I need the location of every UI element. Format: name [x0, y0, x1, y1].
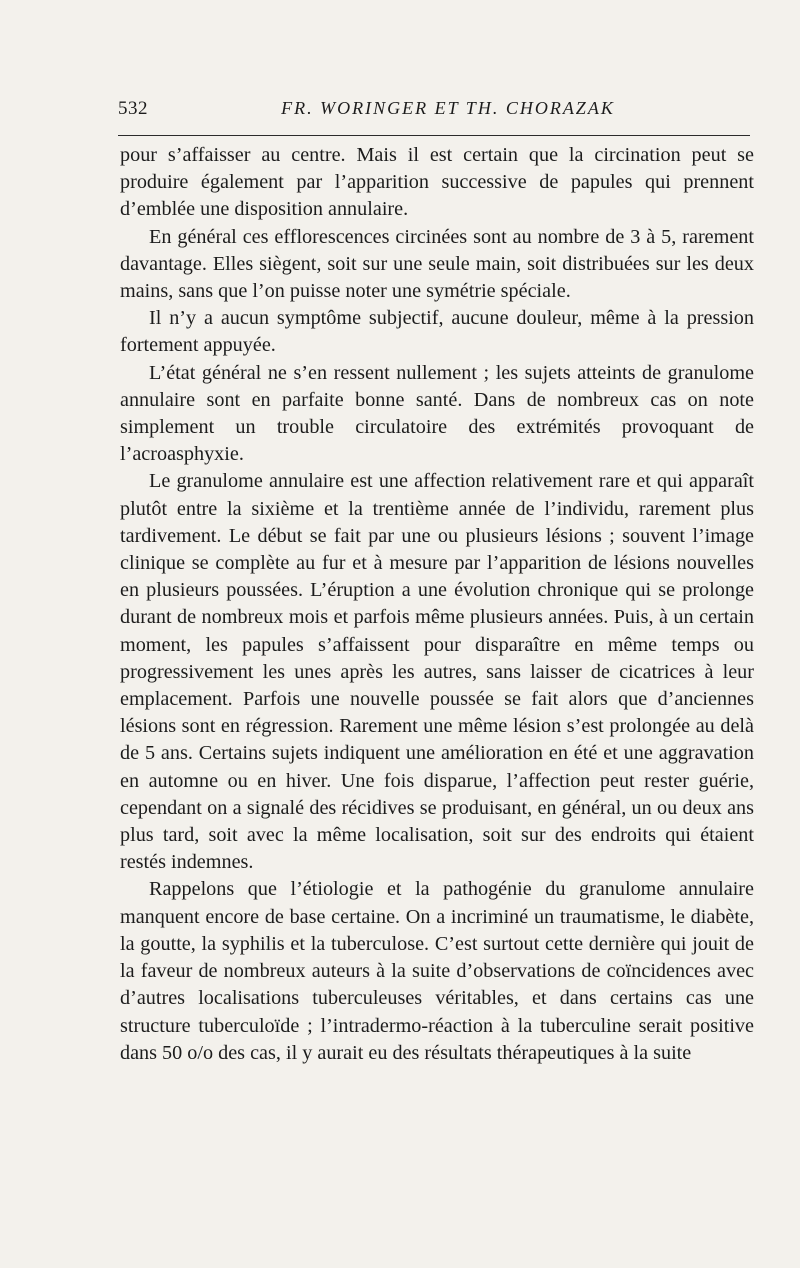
paragraph: En général ces efflorescences circinées sont au nombre de 3 à 5, rarement davantage. Elles siègent, soit sur une seule main, soit distribuées sur les deux mains, sans que l’on puisse noter une symétrie spéciale.: [120, 225, 754, 303]
running-head: FR. WORINGER ET TH. CHORAZAK: [281, 98, 615, 118]
paragraph: Le granulome annulaire est une affection relativement rare et qui apparaît plutôt entre la sixième et la trentième année de l’individu, rarement plus tardivement. Le début se fait par une ou plusieurs lésions ; souvent l’image clinique se complète au fur et à mesure par l’apparition de lésions nouvelles en plusieurs poussées. L’éruption a une évolution chronique qui se prolonge durant de nombreux mois et parfois même plusieurs années. Puis, à un certain moment, les papules s’affaissent pour disparaître en même temps ou progressivement les unes après les autres, sans laisser de cicatrices à leur emplacement. Parfois une nouvelle poussée se fait alors que d’anciennes lésions sont en régression. Rarement une même lésion s’est prolongée au delà de 5 ans. Certains sujets indiquent une amélioration en été et une aggravation en automne ou en hiver. Une fois disparue, l’affection peut rester guérie, cependant on a signalé des récidives se produisant, en général, un ou deux ans plus tard, soit avec la même localisation, soit sur des endroits qui étaient restés indemnes.: [120, 470, 754, 874]
body-text: [120, 142, 754, 1067]
page-header: [118, 98, 750, 128]
paragraph-continued: pour s’affaisser au centre. Mais il est certain que la circination peut se produire également par l’apparition successive de papules qui prennent d’emblée une disposition annulaire.: [120, 144, 754, 221]
paragraph: Rappelons que l’étiologie et la pathogénie du granulome annulaire manquent encore de base certaine. On a incriminé un traumatisme, le diabète, la goutte, la syphilis et la tuberculose. C’est surtout cette dernière qui jouit de la faveur de nombreux auteurs à la suite d’observations de coïncidences avec d’autres localisations tuberculeuses véritables, et dans certains cas une structure tuberculoïde ; l’intradermo-réaction à la tuberculine serait positive dans 50 o/o des cas, il y aurait eu des résultats thérapeutiques à la suite: [120, 878, 754, 1064]
paragraph: L’état général ne s’en ressent nullement ; les sujets atteints de granulome annulaire sont en parfaite bonne santé. Dans de nombreux cas on note simplement un trouble circulatoire des extrémités provoquant de l’acroasphyxie.: [120, 361, 754, 466]
page-number: 532: [118, 98, 148, 119]
paragraph: Il n’y a aucun symptôme subjectif, aucune douleur, même à la pression fortement appuyée.: [120, 307, 754, 357]
header-rule: [118, 135, 750, 136]
